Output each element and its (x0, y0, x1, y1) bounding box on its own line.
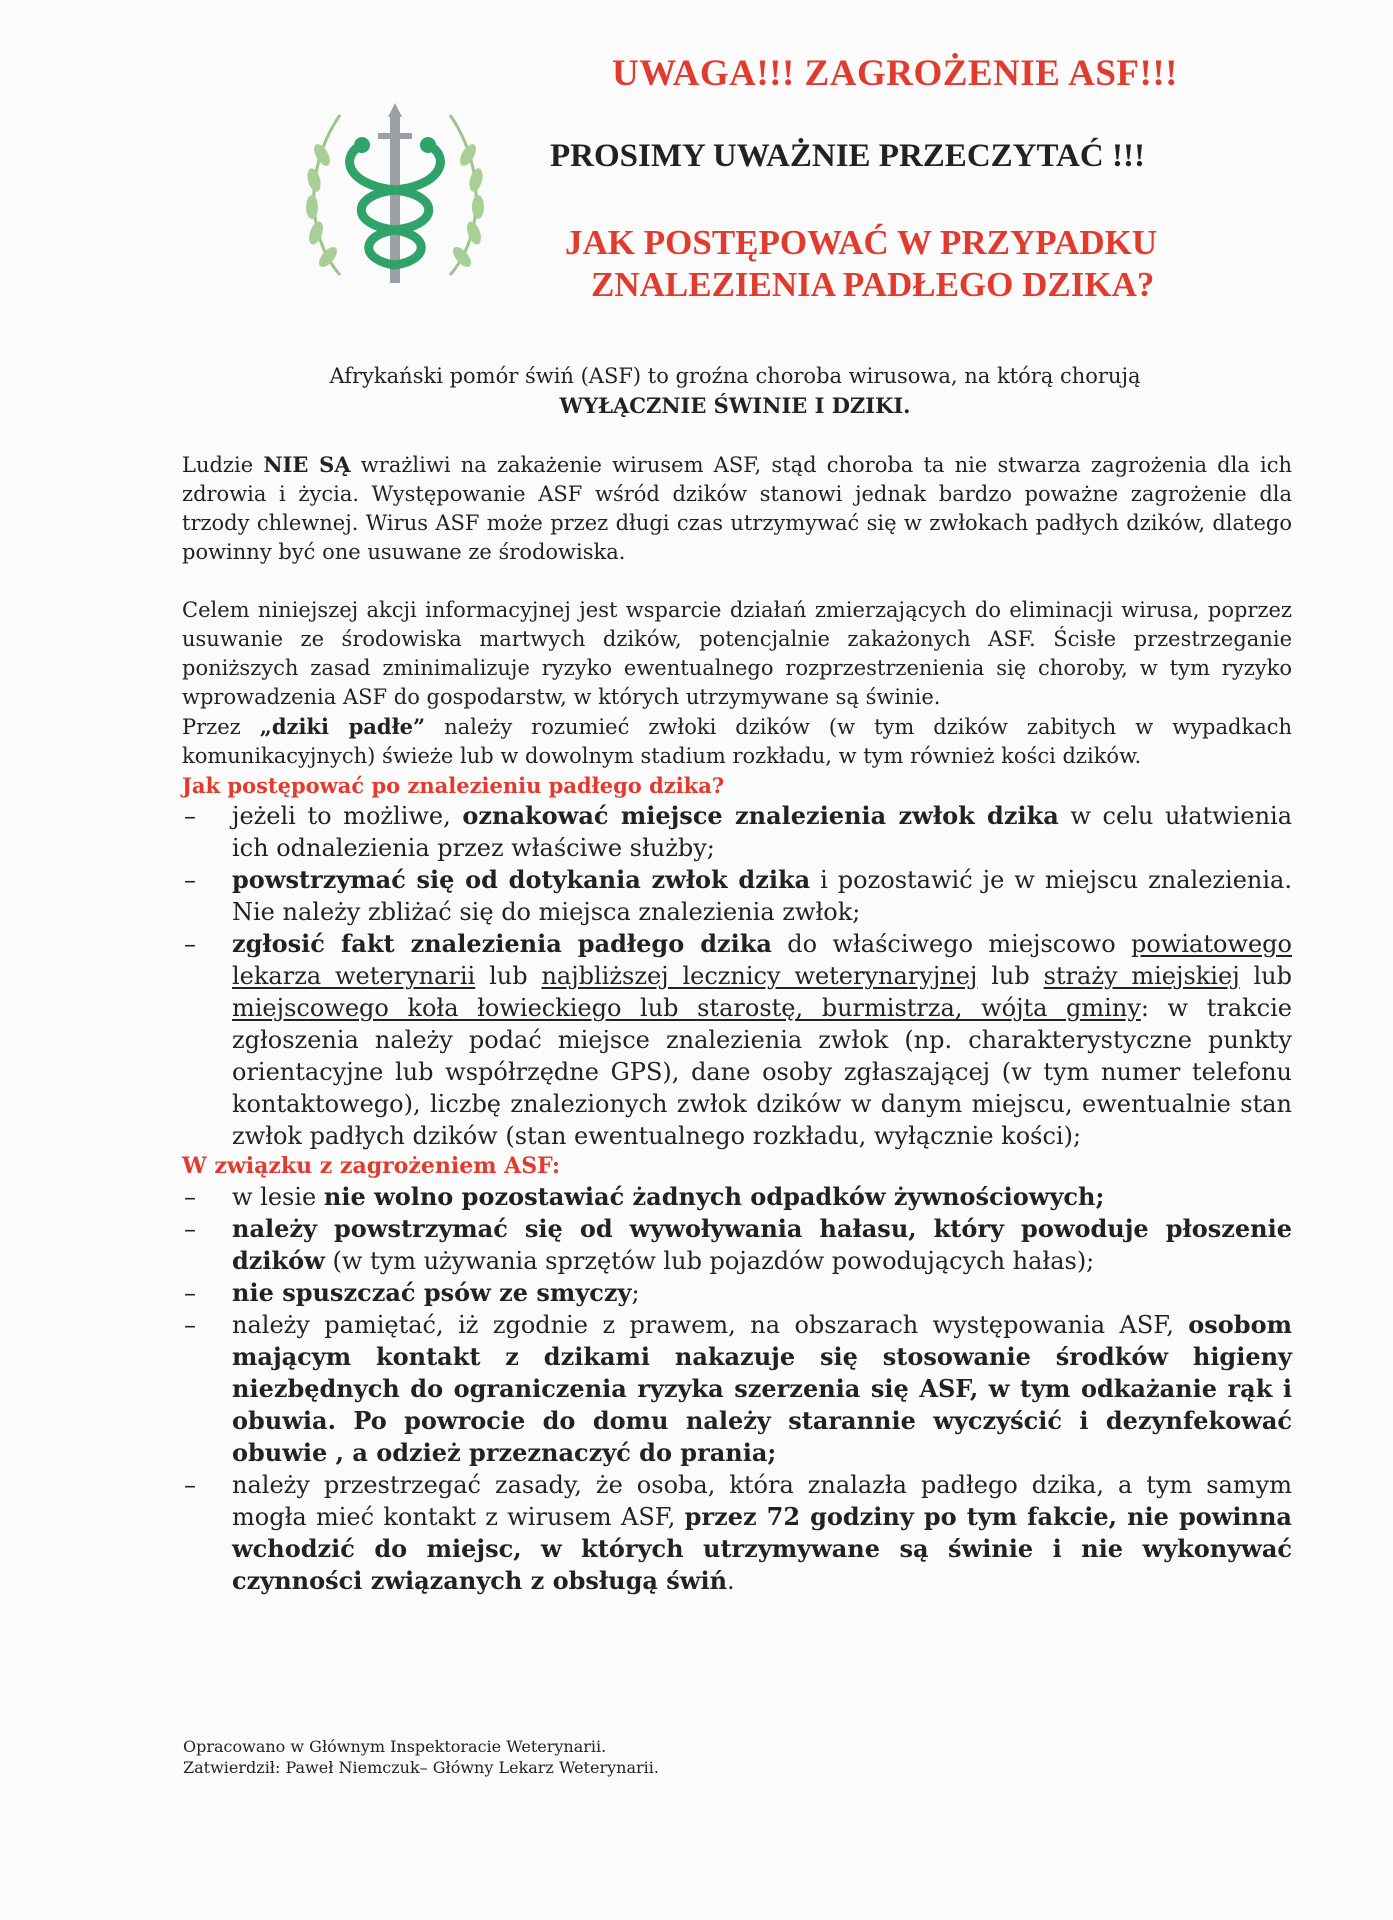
text: Ludzie (182, 453, 264, 477)
text: (w tym używania sprzętów lub pojazdów powodujących hałas); (324, 1247, 1095, 1275)
intro-line1: Afrykański pomór świń (ASF) to groźna choroba wirusowa, na którą chorują (329, 364, 1141, 388)
bold-text: zgłosić fakt znalezienia padłego dzika (232, 929, 772, 958)
underlined-text: miejscowego koła łowieckiego lub starostę, burmistrza, wójta gminy (232, 994, 1141, 1022)
dash-marker: – (184, 1471, 196, 1499)
main-content (182, 450, 1292, 1597)
text: lub (977, 962, 1044, 990)
bold-text: oznakować miejsce znalezienia zwłok dzika (462, 801, 1059, 830)
question-title (565, 222, 1245, 306)
section-1-list (182, 800, 1292, 1152)
text: lub (475, 962, 542, 990)
text: lub (1239, 962, 1292, 990)
list-item (182, 1181, 1292, 1213)
underlined-text: powiatowego lekarza weterynarii (232, 930, 1292, 990)
bold-text: osobom mającym kontakt z dzikami nakazuje się stosowanie środków higieny niezbędnych do ograniczenia ryzyka szerzenia się ASF, w tym odkażanie rąk i obuwia. Po powrocie do domu należy starannie wyczyścić i dezynfekować obuwie , a odzież przeznaczyć do prania; (232, 1310, 1292, 1467)
underlined-text: straży miejskiej (1043, 962, 1240, 990)
underlined-text: najbliższej lecznicy weterynaryjnej (541, 962, 978, 990)
footer-line2: Zatwierdził: Paweł Niemczuk– Główny Lekarz Weterynarii. (183, 1758, 659, 1777)
bold-text: nie wolno pozostawiać żadnych odpadków żywnościowych; (323, 1182, 1105, 1211)
list-item (182, 1309, 1292, 1469)
paragraph-2: Celem niniejszej akcji informacyjnej jest wsparcie działań zmierzających do eliminacji wirusa, poprzez usuwanie ze środowiska martwych dzików, potencjalnie zakażonych ASF. Ścisłe przestrzeganie poniższych zasad zminimalizuje ryzyko ewentualnego rozprzestrzenienia się choroby, w tym ryzyko wprowadzenia ASF do gospodarstw, w których utrzymywane są świnie. (182, 598, 1292, 709)
bold-text: należy powstrzymać się od wywoływania hałasu, który powoduje płoszenie dzików (232, 1214, 1292, 1275)
text: do właściwego miejscowo (771, 930, 1131, 958)
footer-line1: Opracowano w Głównym Inspektoracie Weterynarii. (183, 1737, 607, 1756)
bold-text: powstrzymać się od dotykania zwłok dzika (232, 865, 811, 894)
list-item (182, 864, 1292, 928)
list-item (182, 1277, 1292, 1309)
dash-marker: – (184, 1183, 196, 1211)
text: Przez (182, 715, 260, 739)
intro (180, 362, 1290, 420)
section-2-title: W związku z zagrożeniem ASF: (182, 1153, 561, 1179)
section-1-title: Jak postępować po znalezieniu padłego dzika? (182, 773, 725, 798)
question-title-line2: ZNALEZIENIA PADŁEGO DZIKA? (591, 265, 1155, 304)
question-title-line1: JAK POSTĘPOWAĆ W PRZYPADKU (565, 223, 1158, 262)
caduceus-laurel-logo-icon (300, 95, 490, 295)
bold-text: nie spuszczać psów ze smyczy (232, 1278, 632, 1307)
list-item (182, 800, 1292, 864)
dash-marker: – (184, 930, 196, 958)
text: należy przestrzegać zasady, że osoba, która znalazła padłego dzika, a tym samym mogła mieć kontakt z wirusem ASF, (232, 1471, 1292, 1531)
text: w celu ułatwienia ich odnalezienia przez właściwe służby; (232, 802, 1293, 862)
text: w lesie (232, 1183, 324, 1211)
text: : w trakcie zgłoszenia należy podać miejsce znalezienia zwłok (np. charakterystyczne punkty orientacyjne lub współrzędne GPS), dane osoby zgłaszającej (w tym numer telefonu kontaktowego), liczbę znalezionych zwłok dzików w danym miejscu, ewentualnie stan zwłok padłych dzików (stan ewentualnego rozkładu, wyłącznie kości); (232, 994, 1292, 1150)
list-item (182, 1213, 1292, 1277)
footer (183, 1736, 659, 1778)
dash-marker: – (184, 1311, 196, 1339)
text: ; (631, 1279, 640, 1307)
text: i pozostawić je w miejscu znalezienia. Nie należy zbliżać się do miejsca znalezienia zwłok; (232, 866, 1292, 926)
section-2-list (182, 1181, 1292, 1597)
list-item (182, 1469, 1292, 1597)
bold-text: przez 72 godziny po tym fakcie, nie powinna wchodzić do miejsc, w których utrzymywane są świnie i nie wykonywać czynności związanych z obsługą świń (232, 1502, 1292, 1595)
list-item (182, 928, 1292, 1152)
text: należy rozumieć zwłoki dzików (w tym dzików zabitych w wypadkach komunikacyjnych) świeże lub w dowolnym stadium rozkładu, w tym również kości dzików. (182, 715, 1292, 768)
text: wrażliwi na zakażenie wirusem ASF, stąd choroba ta nie stwarza zagrożenia dla ich zdrowia i życia. Występowanie ASF wśród dzików stanowi jednak bardzo poważne zagrożenie dla trzody chlewnej. Wirus ASF może przez długi czas utrzymywać się w zwłokach padłych dzików, dlatego powinny być one usuwane ze środowiska. (182, 453, 1293, 564)
text: należy pamiętać, iż zgodnie z prawem, na obszarach występowania ASF, (232, 1311, 1189, 1339)
intro-line2: WYŁĄCZNIE ŚWINIE I DZIKI. (559, 393, 911, 418)
please-read-title: PROSIMY UWAŻNIE PRZECZYTAĆ !!! (550, 138, 1145, 174)
paragraph-1 (182, 450, 1292, 567)
bold-text: „dziki padłe” (259, 714, 426, 739)
dash-marker: – (184, 1215, 196, 1243)
warning-title: UWAGA!!! ZAGROŻENIE ASF!!! (612, 53, 1178, 94)
text: . (727, 1567, 735, 1595)
dash-marker: – (184, 1279, 196, 1307)
dash-marker: – (184, 866, 196, 894)
dash-marker: – (184, 802, 196, 830)
text: jeżeli to możliwe, (232, 802, 463, 830)
bold-text: NIE SĄ (263, 452, 351, 477)
paragraph-3 (182, 712, 1292, 771)
